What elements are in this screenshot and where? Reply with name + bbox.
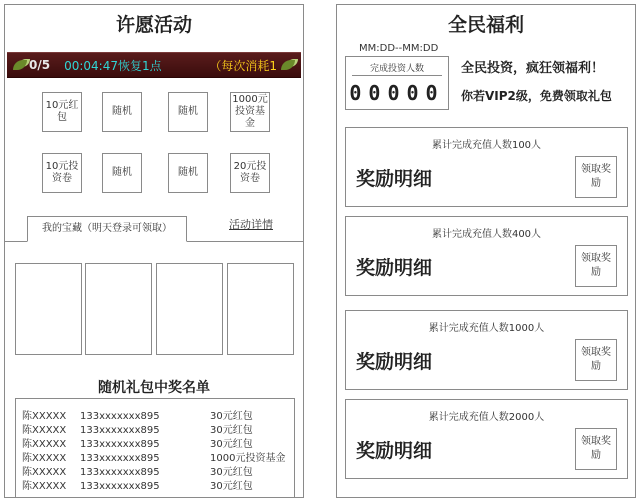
- public-welfare-title: 全民福利: [447, 14, 524, 36]
- treasure-slot[interactable]: [85, 263, 152, 355]
- investor-counter: [345, 56, 449, 110]
- claim-reward-button[interactable]: 领取奖励: [575, 339, 617, 381]
- counter-value: 00000: [349, 81, 445, 105]
- winners-list-title: 随机礼包中奖名单: [98, 380, 210, 396]
- winner-prize: 30元红包: [210, 481, 253, 492]
- public-welfare-panel: [336, 4, 636, 498]
- winner-name: 陈XXXXX: [22, 411, 67, 422]
- prize-cell[interactable]: 随机: [168, 153, 208, 193]
- winner-prize: 30元红包: [210, 439, 253, 450]
- winner-prize: 30元红包: [210, 467, 253, 478]
- winner-phone: 133xxxxxxx895: [80, 467, 160, 478]
- winner-phone: 133xxxxxxx895: [80, 481, 160, 492]
- reward-card: [345, 310, 628, 390]
- winner-phone: 133xxxxxxx895: [80, 439, 160, 450]
- treasure-slot[interactable]: [227, 263, 294, 355]
- winner-name: 陈XXXXX: [22, 425, 67, 436]
- claim-reward-button[interactable]: 领取奖励: [575, 428, 617, 470]
- winner-phone: 133xxxxxxx895: [80, 453, 160, 464]
- tab-my-treasure[interactable]: 我的宝藏（明天登录可领取）: [27, 216, 187, 242]
- wish-status-bar: [7, 52, 301, 78]
- reward-condition: 累计完成充值人数400人: [431, 229, 542, 240]
- promo-headline: 全民投资，疯狂领福利！: [461, 61, 605, 76]
- winner-name: 陈XXXXX: [22, 453, 67, 464]
- reward-condition: 累计完成充值人数100人: [431, 140, 542, 151]
- winner-name: 陈XXXXX: [22, 481, 67, 492]
- reward-title: 奖励明细: [356, 257, 433, 279]
- claim-reward-button[interactable]: 领取奖励: [575, 245, 617, 287]
- prize-cell[interactable]: 随机: [102, 92, 142, 132]
- winners-list: [15, 398, 295, 498]
- reward-card: [345, 399, 628, 479]
- wish-points-count: 0/5: [29, 58, 51, 72]
- prize-cell[interactable]: 1000元投资基金: [230, 92, 270, 132]
- wish-activity-panel: [4, 4, 304, 498]
- winner-prize: 30元红包: [210, 425, 253, 436]
- reward-card: [345, 216, 628, 296]
- prize-cell[interactable]: 20元投资卷: [230, 153, 270, 193]
- claim-reward-button[interactable]: 领取奖励: [575, 156, 617, 198]
- counter-label: 完成投资人数: [369, 64, 424, 74]
- wish-activity-title: 许愿活动: [115, 14, 192, 36]
- prize-cell[interactable]: 10元红包: [42, 92, 82, 132]
- prize-cell[interactable]: 随机: [168, 92, 208, 132]
- prize-cell[interactable]: 随机: [102, 153, 142, 193]
- treasure-slot[interactable]: [156, 263, 223, 355]
- activity-details-link[interactable]: 活动详情: [229, 218, 273, 231]
- prize-cell[interactable]: 10元投资卷: [42, 153, 82, 193]
- treasure-slot[interactable]: [15, 263, 82, 355]
- reward-title: 奖励明细: [356, 351, 433, 373]
- winner-prize: 1000元投资基金: [210, 453, 286, 464]
- winner-phone: 133xxxxxxx895: [80, 411, 160, 422]
- winner-name: 陈XXXXX: [22, 467, 67, 478]
- reward-condition: 累计完成充值人数2000人: [428, 412, 545, 423]
- leaf-icon: [281, 60, 295, 70]
- cost-per-wish: （每次消耗1: [209, 58, 277, 73]
- leaf-icon: [13, 60, 27, 70]
- reward-card: [345, 127, 628, 207]
- reward-title: 奖励明细: [356, 168, 433, 190]
- counter-divider: [352, 75, 442, 76]
- promo-subline: 你若VIP2级，免费领取礼包: [461, 89, 612, 103]
- recovery-timer: 00:04:47恢复1点: [64, 58, 162, 73]
- winner-name: 陈XXXXX: [22, 439, 67, 450]
- date-range: MM:DD--MM:DD: [359, 43, 439, 54]
- reward-condition: 累计完成充值人数1000人: [428, 323, 545, 334]
- winner-phone: 133xxxxxxx895: [80, 425, 160, 436]
- winner-prize: 30元红包: [210, 411, 253, 422]
- reward-title: 奖励明细: [356, 440, 433, 462]
